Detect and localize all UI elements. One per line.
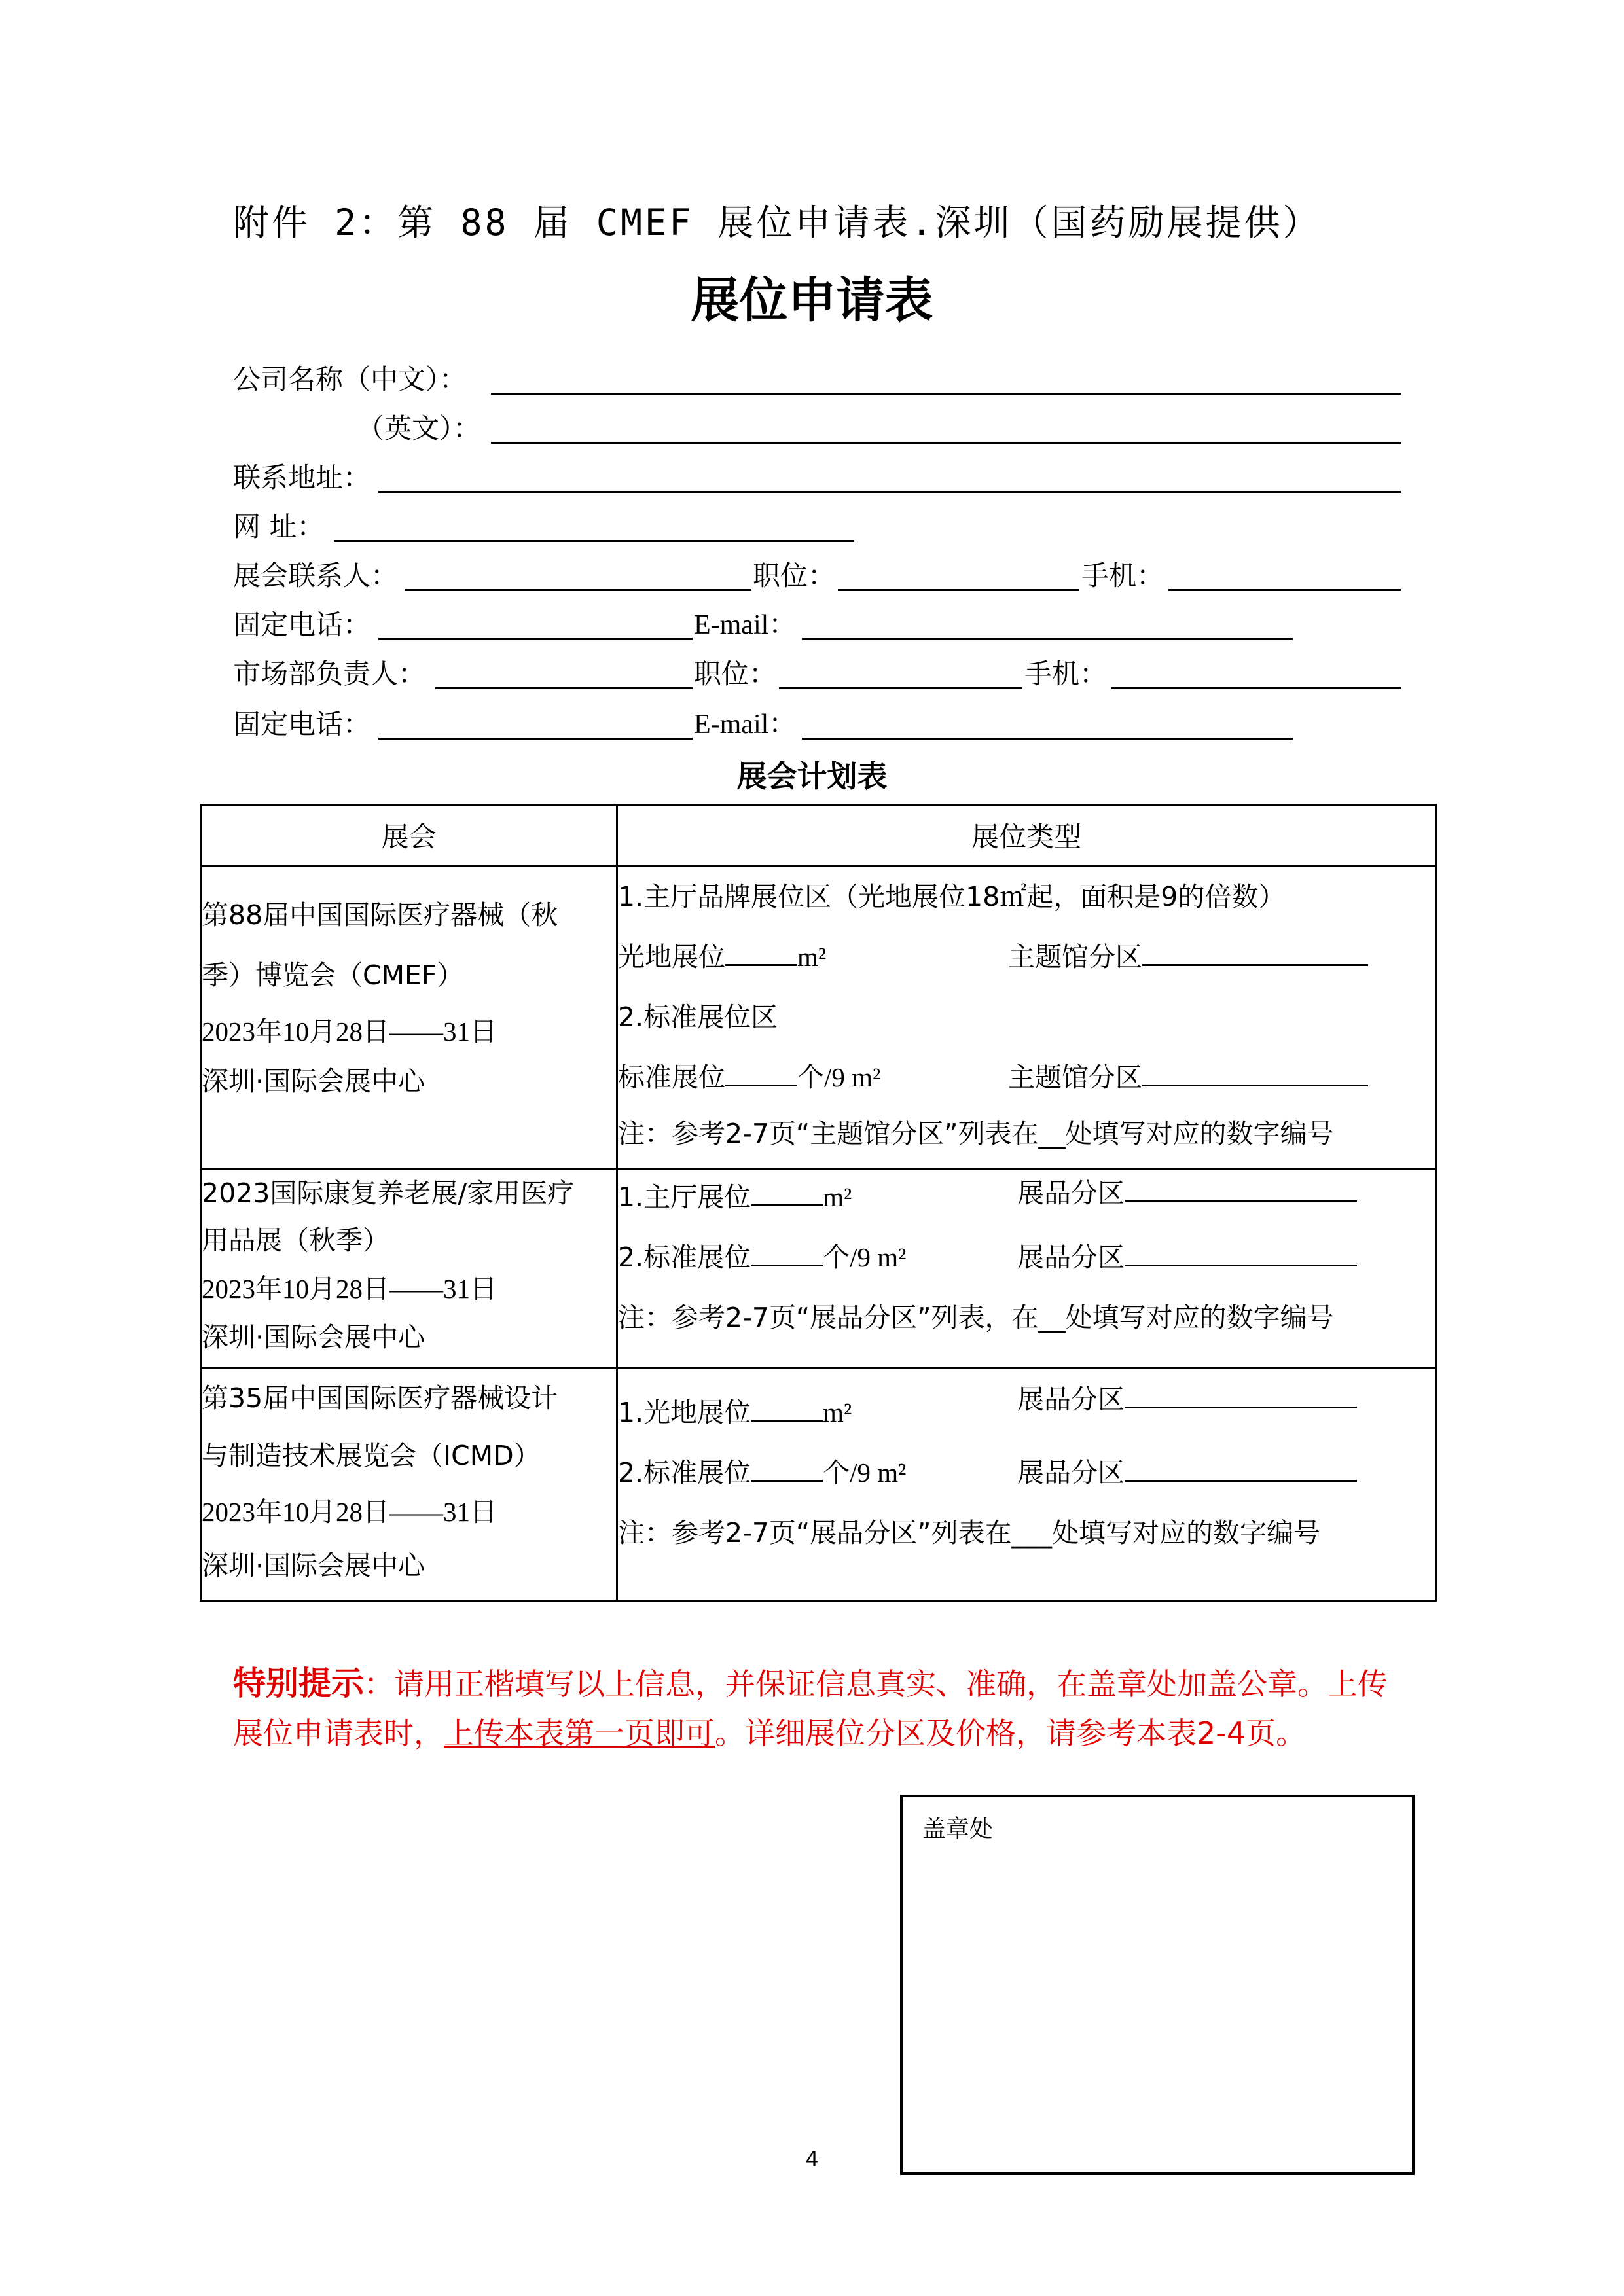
notice-text-end: 。详细展位分区及价格，请参考本表2-4页。 — [715, 1715, 1307, 1751]
contact-position-field[interactable] — [838, 589, 1079, 591]
contact-mobile-label: 手机： — [1081, 560, 1164, 592]
marketing-head-label: 市场部负责人： — [233, 658, 426, 690]
zone-blank[interactable] — [1125, 1177, 1357, 1202]
booth-label: 1.光地展位 — [618, 1397, 751, 1428]
booth-cell-rehab — [617, 1169, 1436, 1369]
booth-line — [618, 927, 1435, 987]
exhibition-name-line: 2023国际康复养老展/家用医疗 — [202, 1177, 575, 1209]
unit-label: 个/9 m² — [797, 1062, 881, 1092]
booth-label: 2.标准展位 — [618, 1242, 751, 1273]
booth-label: 光地展位 — [618, 941, 725, 973]
exhibition-venue: 深圳·国际会展中心 — [202, 1321, 425, 1353]
marketing-head-field[interactable] — [435, 687, 693, 689]
plan-title: 展会计划表 — [736, 759, 888, 794]
booth-note: 注：参考2-7页“展品分区”列表，在__处填写对应的数字编号 — [618, 1302, 1334, 1333]
plan-table — [200, 804, 1437, 1602]
booth-label: 2.标准展位 — [618, 1457, 751, 1488]
email-label: E-mail： — [694, 610, 797, 640]
notice-heading: 特别提示 — [233, 1664, 364, 1702]
stamp-box[interactable] — [900, 1795, 1415, 2175]
booth-line — [618, 1443, 1435, 1503]
website-field[interactable] — [334, 540, 854, 542]
count-blank[interactable] — [725, 1061, 797, 1086]
email-field[interactable] — [802, 638, 1293, 640]
landline-field[interactable] — [378, 638, 693, 640]
exhibition-name-line: 用品展（秋季） — [202, 1225, 389, 1256]
zone-blank[interactable] — [1142, 941, 1368, 966]
exhibition-name-line: 与制造技术展览会（ICMD） — [202, 1440, 541, 1471]
page-number: 4 — [805, 2147, 819, 2172]
company-en-field[interactable] — [491, 442, 1401, 444]
exhibition-name-line: 第88届中国国际医疗器械（秋 — [202, 899, 558, 931]
zone-label: 主题馆分区 — [1008, 941, 1142, 973]
unit-label: m² — [797, 942, 827, 972]
header-exhibition: 展会 — [201, 805, 617, 866]
booth-line — [618, 1170, 1435, 1234]
email-label-2: E-mail： — [694, 709, 797, 740]
address-label: 联系地址： — [233, 461, 371, 493]
marketing-mobile-label: 手机： — [1024, 658, 1108, 690]
marketing-position-label: 职位： — [694, 658, 777, 690]
email-field-2[interactable] — [802, 738, 1293, 740]
exhibition-date: 2023年10月28日——31日 — [202, 1016, 497, 1047]
area-blank[interactable] — [751, 1396, 823, 1422]
exhibition-cell-cmef — [201, 866, 617, 1169]
booth-cell-icmd — [617, 1369, 1436, 1601]
company-cn-field[interactable] — [491, 393, 1401, 395]
unit-label: m² — [823, 1397, 852, 1427]
area-blank[interactable] — [751, 1181, 823, 1206]
stamp-label: 盖章处 — [922, 1816, 994, 1842]
contact-person-label: 展会联系人： — [233, 560, 399, 592]
landline-label: 固定电话： — [233, 609, 371, 641]
zone-label: 展品分区 — [1017, 1384, 1125, 1415]
count-blank[interactable] — [751, 1241, 823, 1266]
booth-note: 注：参考2-7页“主题馆分区”列表在__处填写对应的数字编号 — [618, 1118, 1334, 1149]
exhibition-date: 2023年10月28日——31日 — [202, 1274, 497, 1304]
contact-position-label: 职位： — [753, 560, 836, 592]
booth-line: 2.标准展位区 — [618, 1001, 778, 1033]
contact-person-field[interactable] — [405, 589, 751, 591]
marketing-mobile-field[interactable] — [1111, 687, 1401, 689]
landline-label-2: 固定电话： — [233, 708, 371, 740]
exhibition-name-line: 季）博览会（CMEF） — [202, 960, 464, 991]
contact-mobile-field[interactable] — [1168, 589, 1401, 591]
unit-label: 个/9 m² — [823, 1458, 907, 1488]
website-label: 网 址： — [233, 511, 325, 543]
marketing-position-field[interactable] — [779, 687, 1022, 689]
booth-label: 标准展位 — [618, 1062, 725, 1093]
booth-line — [618, 1234, 1435, 1294]
booth-label: 1.主厅展位 — [618, 1181, 751, 1213]
landline-field-2[interactable] — [378, 738, 693, 740]
zone-blank[interactable] — [1125, 1241, 1357, 1266]
booth-line — [618, 1047, 1435, 1107]
zone-label: 主题馆分区 — [1008, 1062, 1142, 1093]
zone-label: 展品分区 — [1017, 1242, 1125, 1273]
unit-label: m² — [823, 1182, 852, 1212]
company-en-label: （英文）： — [357, 412, 481, 444]
zone-label: 展品分区 — [1017, 1457, 1125, 1488]
unit-label: 个/9 m² — [823, 1242, 907, 1272]
zone-label: 展品分区 — [1017, 1177, 1125, 1209]
booth-line: 1.主厅品牌展位区（光地展位18㎡起，面积是9的倍数） — [618, 881, 1286, 912]
special-notice — [233, 1659, 1411, 1758]
form-title: 展位申请表 — [691, 272, 933, 329]
zone-blank[interactable] — [1125, 1383, 1357, 1408]
notice-underlined-text: 上传本表第一页即可 — [444, 1715, 715, 1751]
booth-note: 注：参考2-7页“展品分区”列表在___处填写对应的数字编号 — [618, 1517, 1320, 1549]
notice-text: ：请用正楷填写以上信息，并保证信息真实、准确，在盖章处加盖公章。上传展位申请表时， — [233, 1666, 1388, 1751]
booth-line — [618, 1369, 1435, 1443]
area-blank[interactable] — [725, 941, 797, 966]
zone-blank[interactable] — [1142, 1061, 1368, 1086]
address-field[interactable] — [378, 491, 1401, 493]
exhibition-venue: 深圳·国际会展中心 — [202, 1066, 425, 1097]
exhibition-cell-icmd — [201, 1369, 617, 1601]
exhibition-name-line: 第35届中国国际医疗器械设计 — [202, 1382, 558, 1414]
exhibition-date: 2023年10月28日——31日 — [202, 1497, 497, 1527]
company-cn-label: 公司名称（中文）： — [233, 363, 467, 395]
attachment-title: 附件 2：第 88 届 CMEF 展位申请表.深圳（国药励展提供） — [233, 202, 1322, 243]
booth-cell-cmef — [617, 866, 1436, 1169]
zone-blank[interactable] — [1125, 1456, 1357, 1482]
header-booth-type: 展位类型 — [617, 805, 1436, 866]
exhibition-cell-rehab — [201, 1169, 617, 1369]
count-blank[interactable] — [751, 1456, 823, 1482]
exhibition-venue: 深圳·国际会展中心 — [202, 1550, 425, 1581]
